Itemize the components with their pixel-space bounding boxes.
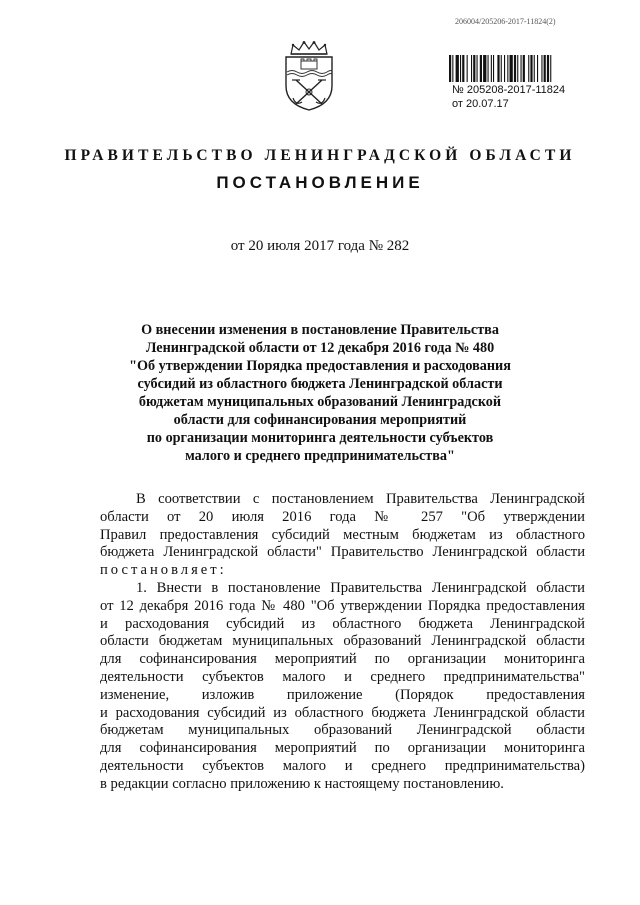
barcode-bar [477, 55, 478, 82]
resolves-word: постановляет: [100, 562, 227, 579]
body-line: Правил предоставления субсидий местным бюджетам из областного [100, 526, 585, 543]
body-line: В соответствии с постановлением Правительства Ленинградской [136, 491, 585, 507]
document-date-number: от 20 июля 2017 года № 282 [230, 238, 410, 254]
body-line: для софинансирования мероприятий по организации мониторинга [100, 651, 585, 668]
title-line: бюджетам муниципальных образований Ленинградской [138, 394, 502, 410]
barcode-bar [541, 55, 542, 82]
barcode-bar [471, 55, 472, 82]
body-line: и расходования субсидий из областного бюджета Ленинградской области [100, 704, 585, 721]
title-line: Ленинградской области от 12 декабря 2016 года № 480 [145, 340, 495, 356]
registration-number: № 205208-2017-11824 [452, 84, 566, 96]
barcode-bar [521, 55, 522, 82]
body-line: изменение, изложив приложение (Порядок предоставления [100, 686, 585, 703]
barcode-bar [514, 55, 516, 82]
barcode-bar [491, 55, 492, 82]
body-line: бюджета Ленинградской области" Правительство Ленинградской области [100, 544, 585, 561]
barcode-bar [460, 55, 461, 82]
barcode-bar [493, 55, 494, 82]
barcode-bar [480, 55, 482, 82]
barcode-bar [488, 55, 489, 82]
body-line: в редакции согласно приложению к настоящему постановлению. [100, 775, 504, 792]
barcode-bar [528, 55, 529, 82]
body-line: области бюджетам муниципальных образований Ленинградской области [100, 633, 585, 650]
title-line: области для софинансирования мероприятий [173, 412, 467, 428]
barcode-bar [534, 55, 535, 82]
barcode-icon [449, 55, 591, 82]
barcode-bar [473, 55, 475, 82]
barcode-bar [547, 55, 549, 82]
registration-stamp [452, 83, 565, 111]
top-document-code: 206004/205206-2017-11824(2) [455, 17, 556, 26]
document-body [100, 491, 585, 794]
body-line: бюджетам муниципальных образований Ленинградской области [100, 722, 585, 739]
body-line: 1. Внести в постановление Правительства Ленинградской области [136, 579, 585, 596]
barcode-bar [507, 55, 508, 82]
body-line: от 12 декабря 2016 года № 480 "Об утверждении Порядка предоставления [100, 597, 585, 614]
barcode-bar [483, 55, 486, 82]
barcode-bar [517, 55, 518, 82]
barcode-bar [501, 55, 502, 82]
barcode-bar [497, 55, 499, 82]
barcode-bar [452, 55, 453, 82]
barcode-bar [456, 55, 459, 82]
barcode-bar [462, 55, 464, 82]
coat-of-arms-icon [282, 40, 336, 112]
barcode-bar [467, 55, 468, 82]
document-title [110, 321, 530, 465]
title-line: "Об утверждении Порядка предоставления и расходования [129, 358, 511, 374]
title-line: О внесении изменения в постановление Правительства [141, 322, 499, 338]
barcode-bar [537, 55, 538, 82]
title-line: субсидий из областного бюджета Ленинградской области [137, 376, 503, 392]
barcode-bar [550, 55, 551, 82]
barcode-bar [523, 55, 525, 82]
body-line: области от 20 июля 2016 года № 257 "Об утверждении [100, 508, 585, 525]
body-line: деятельности субъектов малого и среднего предпринимательства) [100, 757, 585, 774]
barcode-bar [510, 55, 513, 82]
barcode-bar [504, 55, 505, 82]
body-line: деятельности субъектов малого и среднего предпринимательства" [100, 668, 585, 685]
barcode-bar [544, 55, 546, 82]
issuing-authority: ПРАВИТЕЛЬСТВО ЛЕНИНГРАДСКОЙ ОБЛАСТИ [64, 147, 576, 164]
registration-date: от 20.07.17 [452, 98, 509, 110]
barcode-bar [530, 55, 532, 82]
title-line: по организации мониторинга деятельности субъектов [146, 430, 494, 446]
barcode-bar [449, 55, 451, 82]
document-type-heading: ПОСТАНОВЛЕНИЕ [216, 173, 424, 192]
title-line: малого и среднего предпринимательства" [185, 448, 455, 464]
body-line: и расходования субсидий из областного бюджета Ленинградской [100, 615, 585, 632]
body-line: для софинансирования мероприятий по организации мониторинга [100, 740, 585, 757]
